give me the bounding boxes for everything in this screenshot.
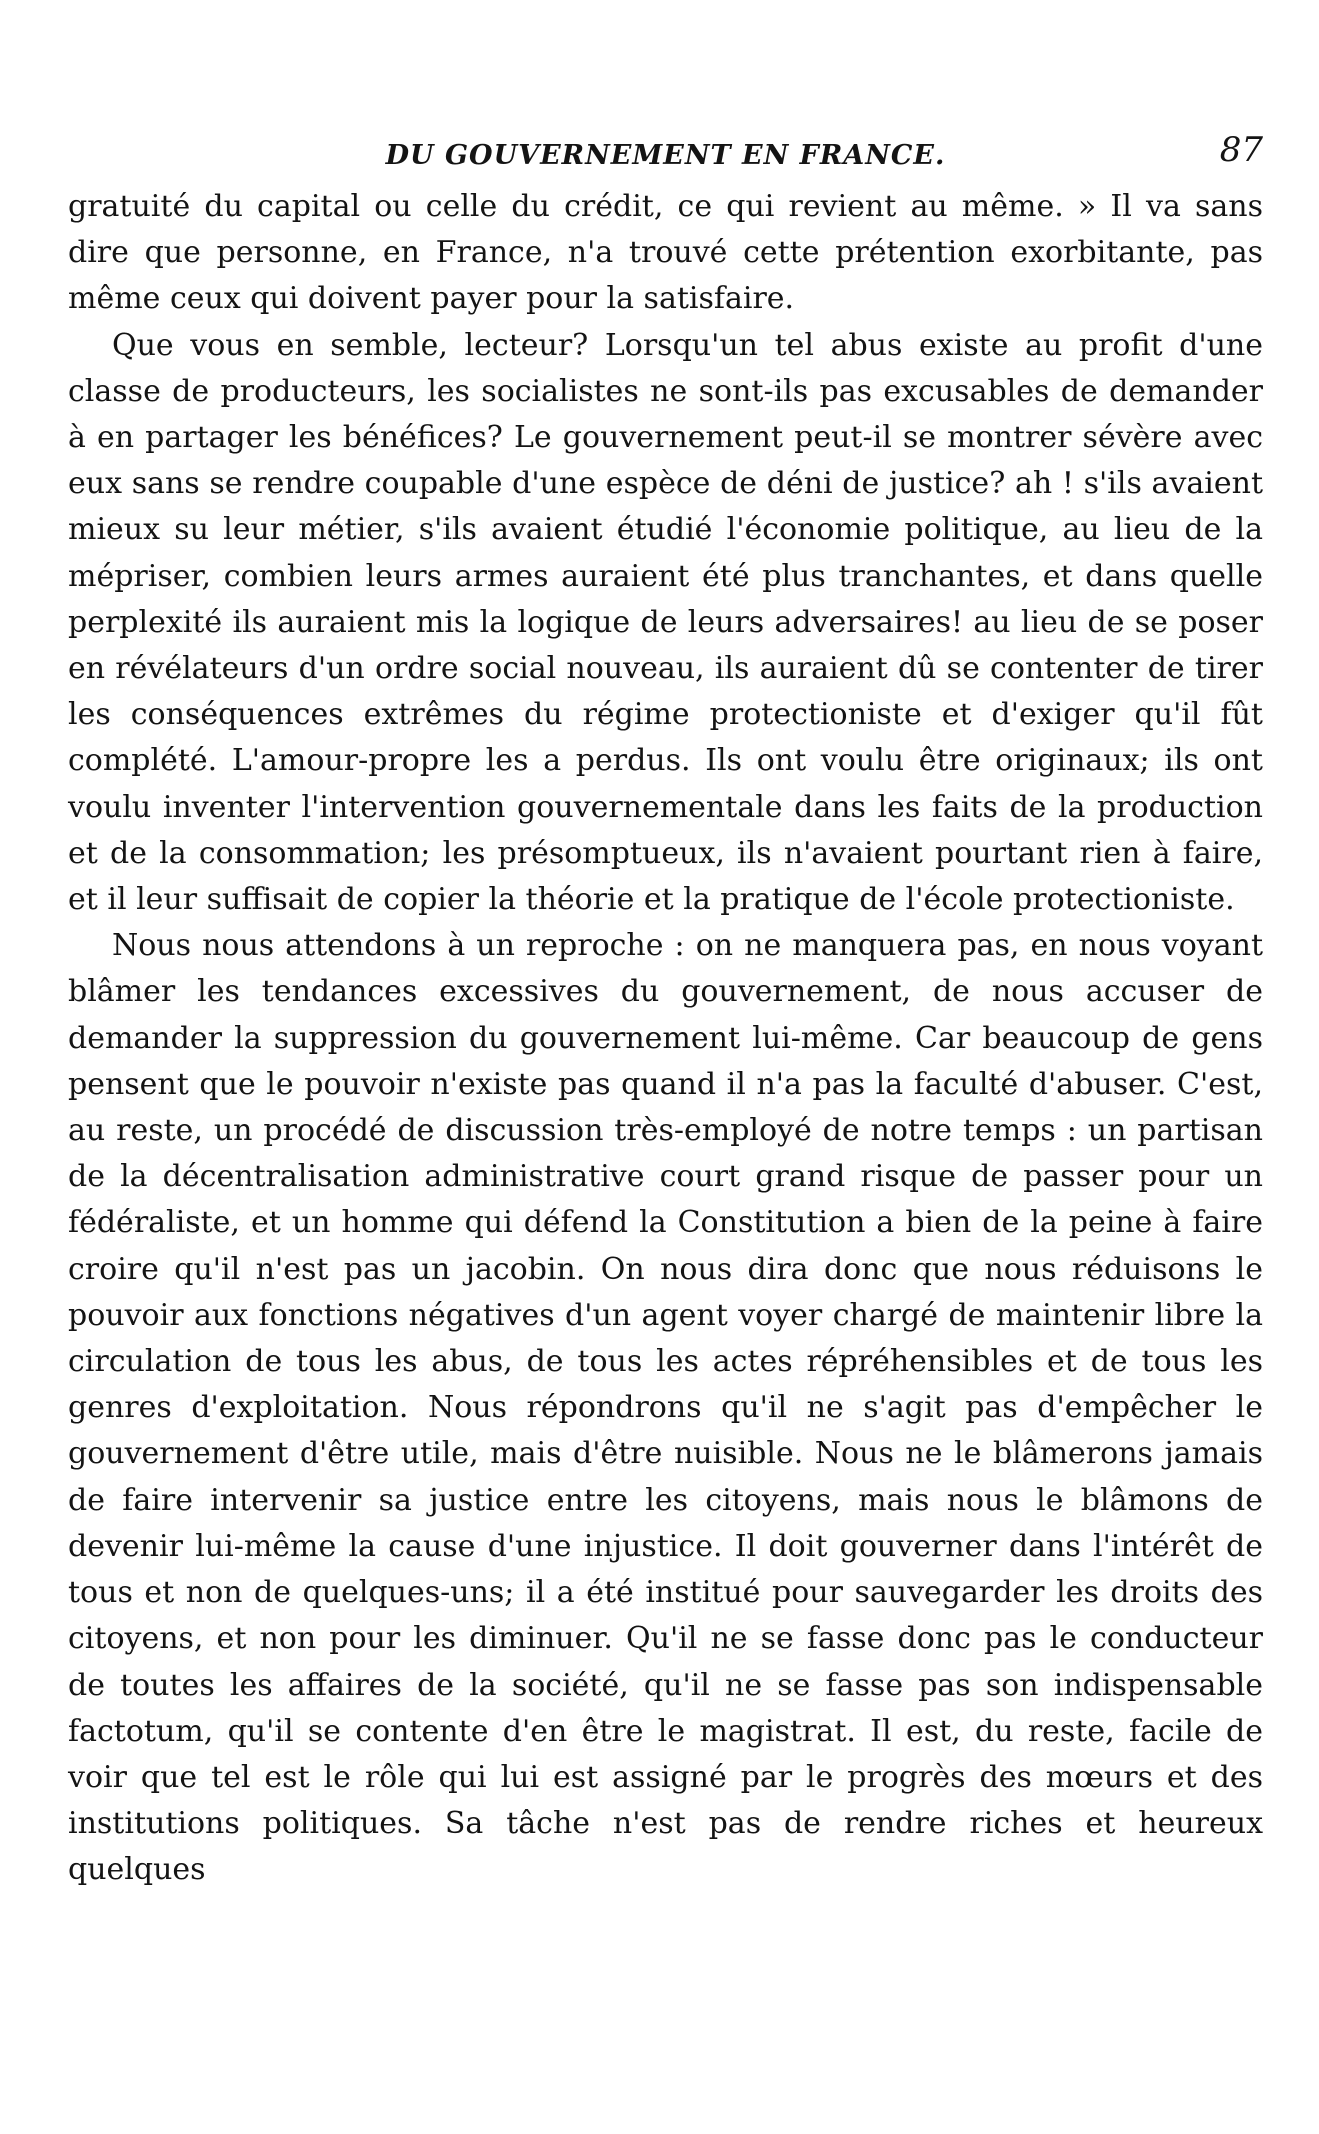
running-title: DU GOUVERNEMENT EN FRANCE. — [385, 140, 946, 171]
book-page — [68, 120, 1263, 1894]
page-number: 87 — [1219, 130, 1263, 170]
running-head — [68, 120, 1263, 172]
paragraph: Nous nous attendons à un reproche : on ne manquera pas, en nous voyant blâmer les tendances excessives du gouvernement, de nous accuser de demander la suppression du gouvernement lui-même. Car beaucoup de gens pensent que le pouvoir n'existe pas quand il n'a pas la faculté d'abuser. C'est, au reste, un procédé de discussion très-employé de notre temps : un partisan de la décentralisation administrative court grand risque de passer pour un fédéraliste, et un homme qui défend la Constitution a bien de la peine à faire croire qu'il n'est pas un jacobin. On nous dira donc que nous réduisons le pouvoir aux fonctions négatives d'un agent voyer chargé de maintenir libre la circulation de tous les abus, de tous les actes répréhensibles et de tous les genres d'exploitation. Nous répondrons qu'il ne s'agit pas d'empêcher le gouvernement d'être utile, mais d'être nuisible. Nous ne le blâmerons jamais de faire intervenir sa justice entre les citoyens, mais nous le blâmons de devenir lui-même la cause d'une injustice. Il doit gouverner dans l'intérêt de tous et non de quelques-uns; il a été institué pour sauvegarder les droits des citoyens, et non pour les diminuer. Qu'il ne se fasse donc pas le conducteur de toutes les affaires de la société, qu'il ne se fasse pas son indispensable factotum, qu'il se contente d'en être le magistrat. Il est, du reste, facile de voir que tel est le rôle qui lui est assigné par le progrès des mœurs et des institutions politiques. Sa tâche n'est pas de rendre riches et heureux quelques — [68, 928, 1263, 1888]
paragraph-continuation: gratuité du capital ou celle du crédit, ce qui revient au même. » Il va sans dire que personne, en France, n'a trouvé cette prétention exorbitante, pas même ceux qui doivent payer pour la satisfaire. — [68, 189, 1263, 317]
paragraph: Que vous en semble, lecteur? Lorsqu'un tel abus existe au profit d'une classe de producteurs, les socialistes ne sont-ils pas excusables de demander à en partager les bénéfices? Le gouvernement peut-il se montrer sévère avec eux sans se rendre coupable d'une espèce de déni de justice? ah ! s'ils avaient mieux su leur métier, s'ils avaient étudié l'économie politique, au lieu de la mépriser, combien leurs armes auraient été plus tranchantes, et dans quelle perplexité ils auraient mis la logique de leurs adversaires! au lieu de se poser en révélateurs d'un ordre social nouveau, ils auraient dû se contenter de tirer les conséquences extrêmes du régime protectioniste et d'exiger qu'il fût complété. L'amour-propre les a perdus. Ils ont voulu être originaux; ils ont voulu inventer l'intervention gouvernementale dans les faits de la production et de la consommation; les présomptueux, ils n'avaient pourtant rien à faire, et il leur suffisait de copier la théorie et la pratique de l'école protectioniste. — [68, 327, 1263, 918]
body-text — [68, 184, 1263, 1894]
